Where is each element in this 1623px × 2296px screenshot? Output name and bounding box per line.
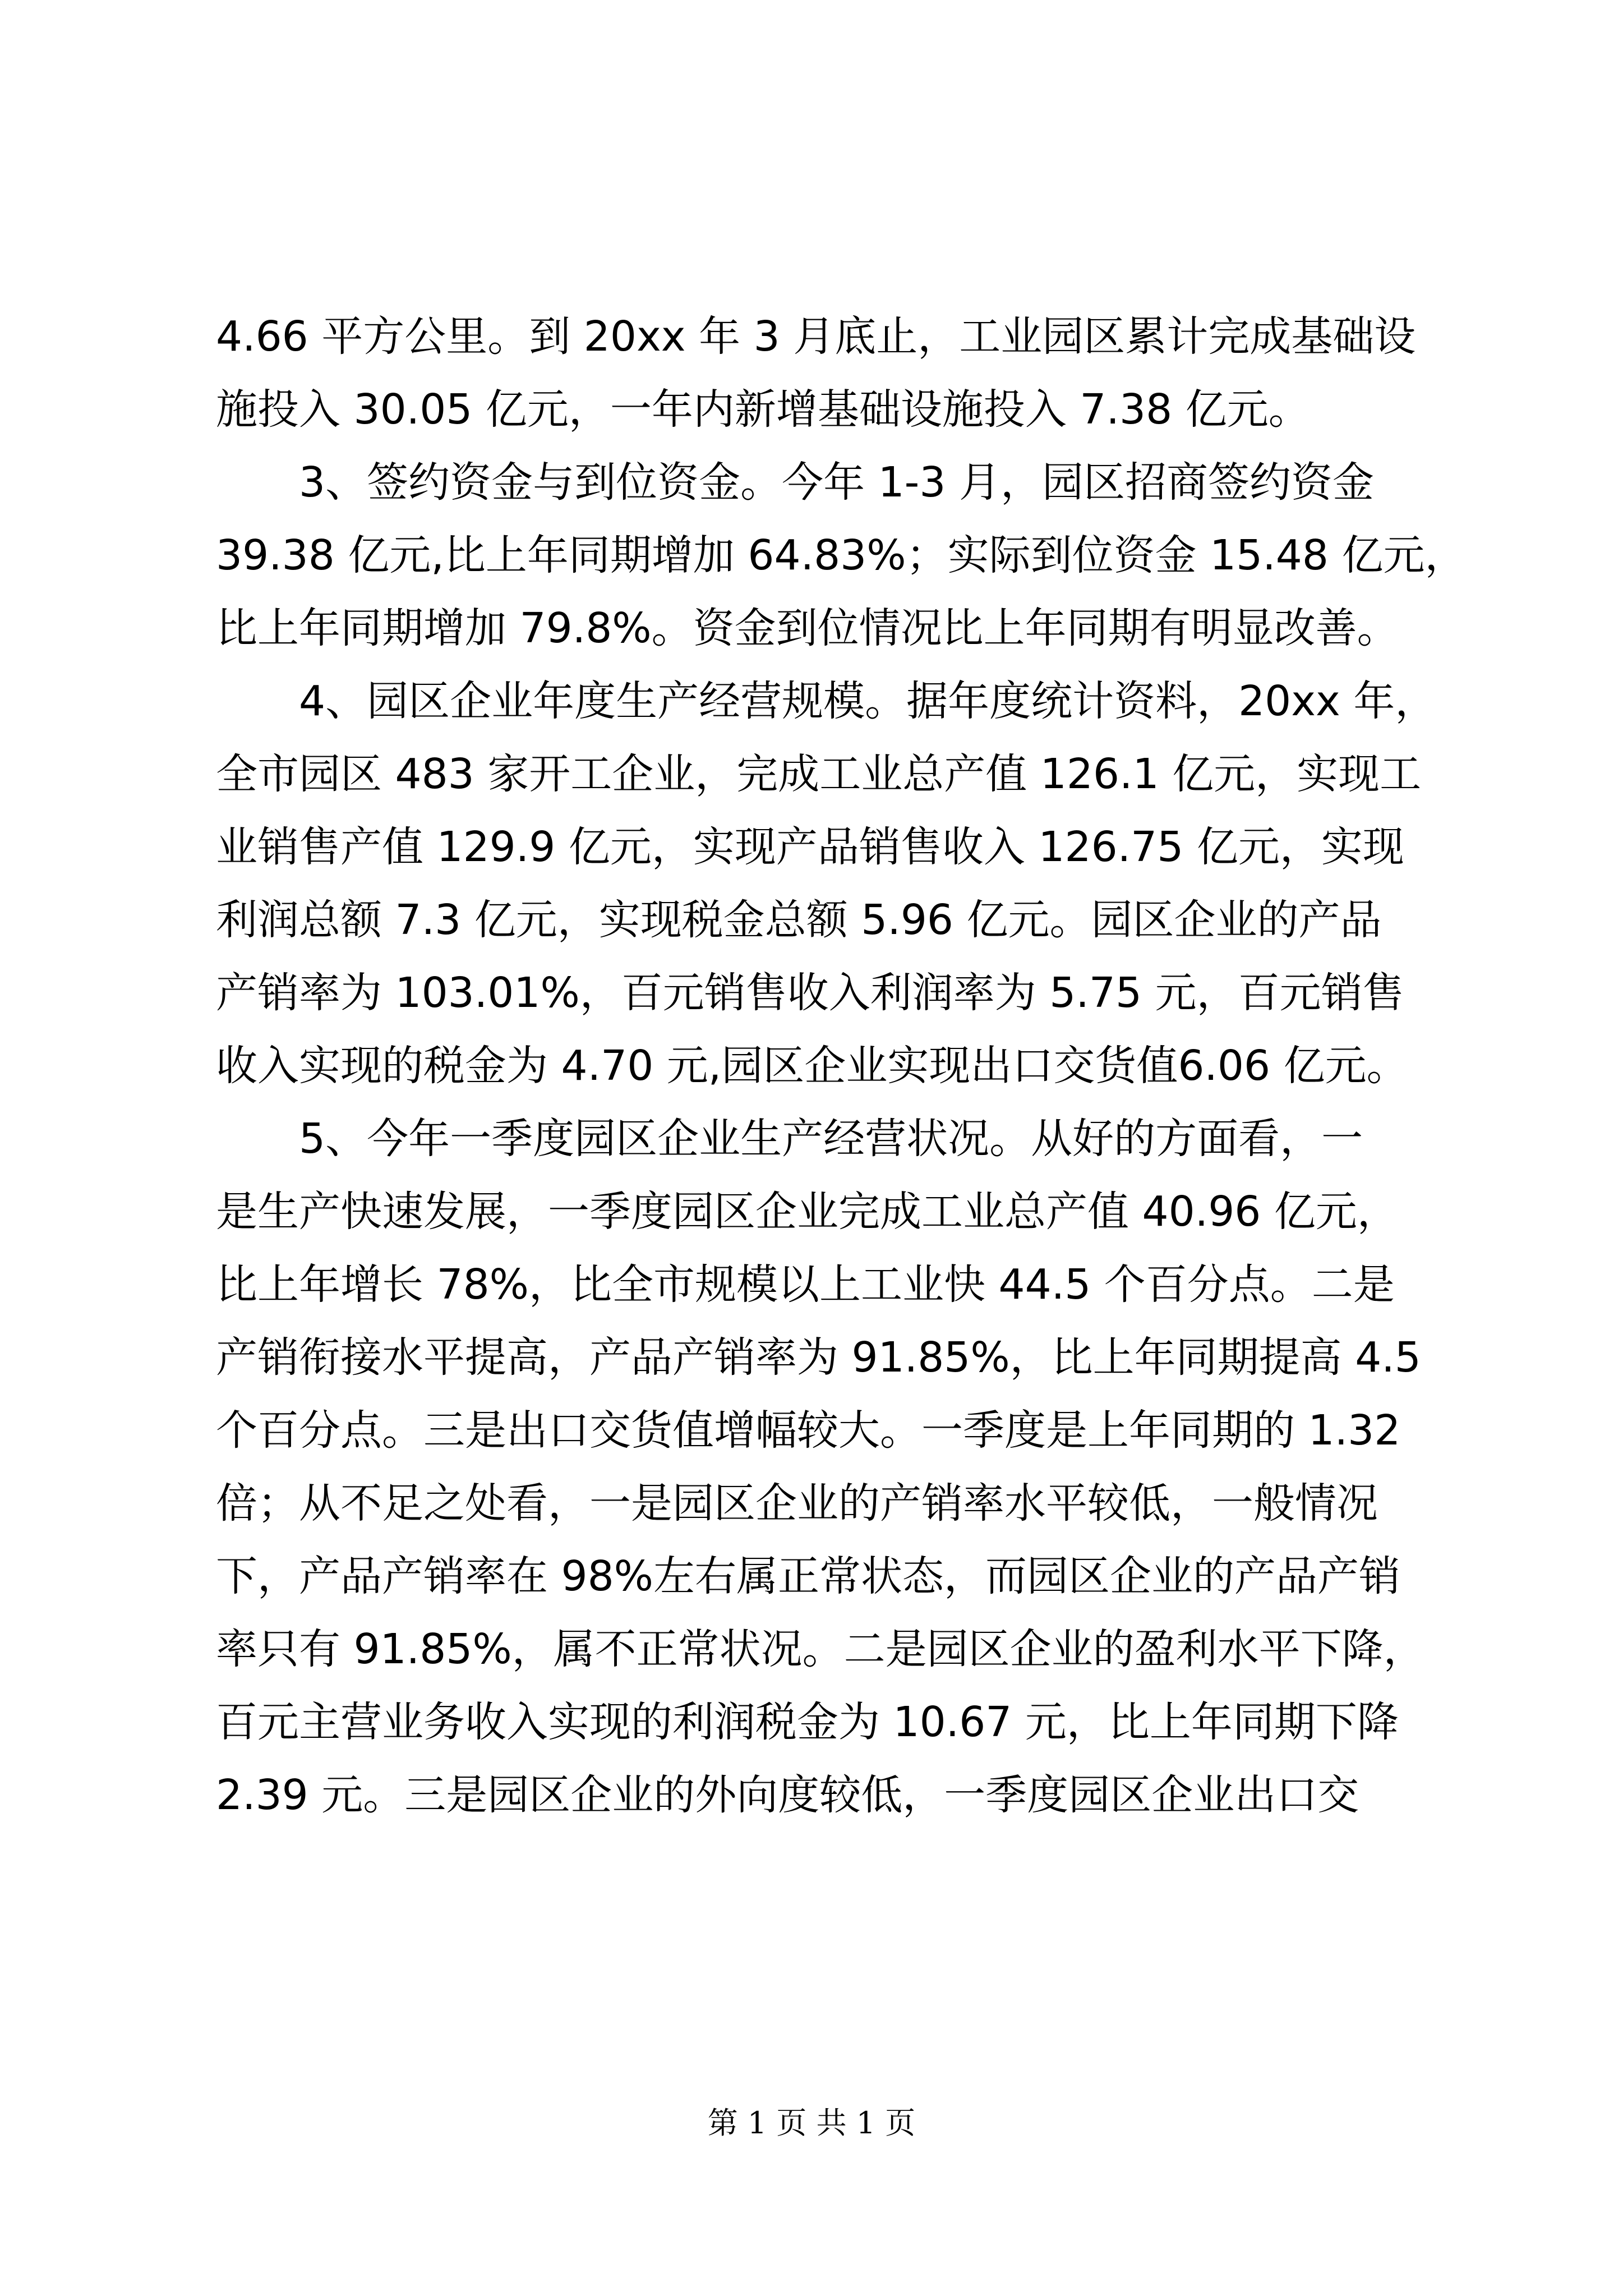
- text-line: 比上年同期增加 79.8%。资金到位情况比上年同期有明显改善。: [216, 604, 1399, 652]
- text-line: 个百分点。三是出口交货值增幅较大。一季度是上年同期的 1.32: [216, 1406, 1401, 1455]
- paragraph-start-line: 4、园区企业年度生产经营规模。据年度统计资料，20xx 年，: [299, 677, 1437, 725]
- text-line: 下，产品产销率在 98%左右属正常状态，而园区企业的产品产销: [216, 1552, 1400, 1600]
- text-line: 比上年增长 78%，比全市规模以上工业快 44.5 个百分点。二是: [216, 1260, 1395, 1309]
- text-line: 利润总额 7.3 亿元，实现税金总额 5.96 亿元。园区企业的产品: [216, 896, 1382, 944]
- text-line: 百元主营业务收入实现的利润税金为 10.67 元，比上年同期下降: [216, 1698, 1399, 1746]
- paragraph-start-line: 3、签约资金与到位资金。今年 1-3 月，园区招商签约资金: [299, 458, 1374, 507]
- text-line: 施投入 30.05 亿元，一年内新增基础设施投入 7.38 亿元。: [216, 385, 1310, 434]
- text-line: 业销售产值 129.9 亿元，实现产品销售收入 126.75 亿元，实现: [216, 823, 1404, 871]
- text-line: 2.39 元。三是园区企业的外向度较低，一季度园区企业出口交: [216, 1771, 1359, 1819]
- text-line: 4.66 平方公里。到 20xx 年 3 月底止，工业园区累计完成基础设: [216, 312, 1416, 361]
- page-number-footer: 第 1 页 共 1 页: [707, 2105, 916, 2141]
- text-line: 收入实现的税金为 4.70 元,园区企业实现出口交货值6.06 亿元。: [216, 1042, 1408, 1090]
- text-line: 全市园区 483 家开工企业，完成工业总产值 126.1 亿元，实现工: [216, 750, 1422, 798]
- text-line: 产销衔接水平提高，产品产销率为 91.85%，比上年同期提高 4.5: [216, 1333, 1421, 1382]
- document-body: [216, 300, 1467, 1832]
- paragraph-start-line: 5、今年一季度园区企业生产经营状况。从好的方面看，一: [299, 1115, 1363, 1163]
- text-line: 是生产快速发展，一季度园区企业完成工业总产值 40.96 亿元，: [216, 1188, 1399, 1236]
- text-line: 39.38 亿元,比上年同期增加 64.83%；实际到位资金 15.48 亿元，: [216, 531, 1467, 579]
- text-line: 率只有 91.85%，属不正常状况。二是园区企业的盈利水平下降，: [216, 1625, 1425, 1673]
- text-line: 倍；从不足之处看，一是园区企业的产销率水平较低，一般情况: [216, 1479, 1378, 1527]
- text-line: 产销率为 103.01%，百元销售收入利润率为 5.75 元，百元销售: [216, 969, 1404, 1017]
